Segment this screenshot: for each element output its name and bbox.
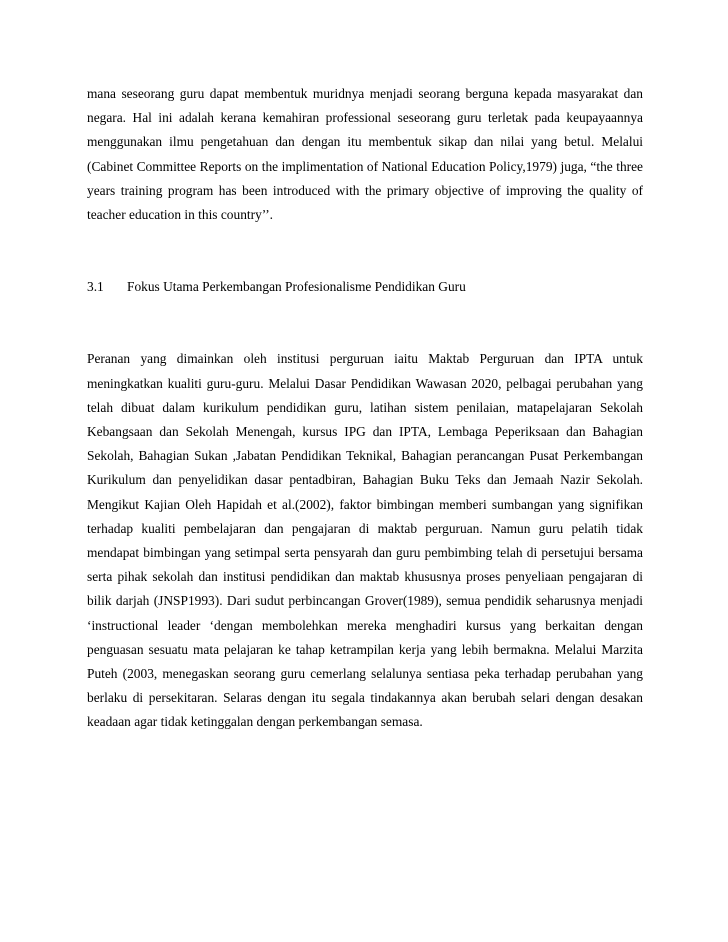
section-heading (87, 275, 643, 299)
document-body (87, 82, 643, 735)
section-number: 3.1 (87, 279, 104, 295)
section-title: Fokus Utama Perkembangan Profesionalisme Pendidikan Guru (127, 279, 466, 295)
paragraph-institution-roles: Peranan yang dimainkan oleh institusi perguruan iaitu Maktab Perguruan dan IPTA untuk meningkatkan kualiti guru-guru. Melalui Dasar Pendidikan Wawasan 2020, pelbagai perubahan yang telah dibuat dalam kurikulum pendidikan guru, latihan sistem penilaian, matapelajaran Sekolah Kebangsaan dan Sekolah Menengah, kursus IPG dan IPTA, Lembaga Peperiksaan dan Bahagian Sekolah, Bahagian Sukan ,Jabatan Pendidikan Teknikal, Bahagian perancangan Pusat Perkembangan Kurikulum dan penyelidikan dasar pentadbiran, Bahagian Buku Teks dan Jemaah Nazir Sekolah. Mengikut Kajian Oleh Hapidah et al.(2002), faktor bimbingan memberi sumbangan yang signifikan terhadap kualiti pembelajaran dan pengajaran di maktab perguruan. Namun guru pelatih tidak mendapat bimbingan yang setimpal serta pensyarah dan guru pembimbing telah di persetujui bersama serta pihak sekolah dan institusi pendidikan dan maktab khususnya proses penyeliaan pengajaran di bilik darjah (JNSP1993). Dari sudut perbincangan Grover(1989), semua pendidik seharusnya menjadi ‘instructional leader ‘dengan membolehkan mereka menghadiri kursus yang berkaitan dengan penguasan sesuatu mata pelajaran ke tahap ketrampilan kerja yang lebih bermakna. Melalui Marzita Puteh (2003, menegaskan seorang guru cemerlang selalunya sentiasa peka terhadap perubahan yang berlaku di persekitaran. Selaras dengan itu segala tindakannya akan berubah selari dengan desakan keadaan agar tidak ketinggalan dengan perkembangan semasa. (87, 351, 643, 730)
paragraph-teacher-education: mana seseorang guru dapat membentuk muridnya menjadi seorang berguna kepada masyarakat dan negara. Hal ini adalah kerana kemahiran professional seseorang guru terletak pada keupayaannya menggunakan ilmu pengetahuan dan dengan itu membentuk sikap dan nilai yang betul. Melalui (Cabinet Committee Reports on the implimentation of National Education Policy,1979) juga, “the three years training program has been introduced with the primary objective of improving the quality of teacher education in this country’’. (87, 86, 643, 223)
